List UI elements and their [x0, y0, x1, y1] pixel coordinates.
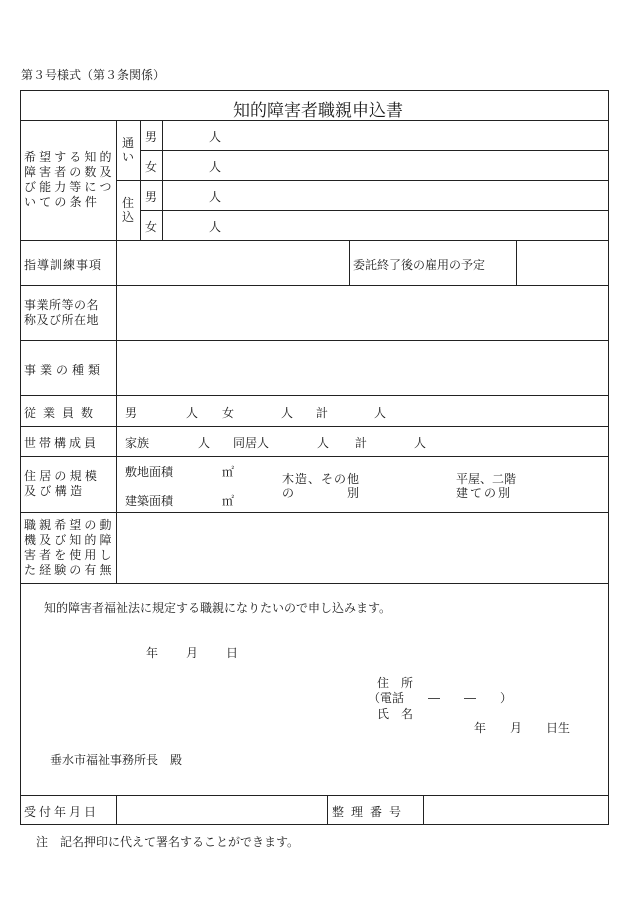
commute-female-persons: 人	[209, 160, 222, 174]
rule	[20, 426, 609, 427]
rule	[162, 120, 163, 240]
building-area-unit: ㎡	[222, 494, 235, 508]
rule	[116, 795, 117, 825]
floors-label-2: 建ての別	[456, 486, 513, 500]
reference-number-label: 整理番号	[332, 805, 409, 819]
rule	[349, 240, 350, 285]
household-total-persons: 人	[414, 436, 427, 450]
floors-label: 平屋、二階	[456, 472, 517, 486]
household-label: 世帯構成員	[24, 436, 100, 450]
live-in-female-persons: 人	[209, 220, 222, 234]
employment-plan-label: 委託終了後の雇用の予定	[353, 258, 486, 272]
office-label-line: 事業所等の名	[24, 298, 100, 312]
live-in-female-label: 女	[145, 220, 158, 234]
employees-female-persons: 人	[281, 406, 294, 420]
conditions-label-line: び 能 力 等 に つ	[24, 180, 112, 194]
employees-total-persons: 人	[374, 406, 387, 420]
structure-type-label: 木造、その他	[282, 472, 361, 486]
rule	[116, 180, 609, 181]
address-label: 住 所	[377, 676, 414, 690]
employees-label: 従業員数	[24, 406, 101, 420]
commute-male-label: 男	[145, 130, 158, 144]
rule	[20, 285, 609, 286]
rule	[20, 240, 609, 241]
received-date-label: 受付年月日	[24, 805, 100, 819]
rule	[140, 210, 609, 211]
name-label: 氏 名	[377, 707, 414, 721]
rule	[116, 120, 117, 583]
dwelling-label-line: 住 居 の 規 模	[24, 469, 98, 483]
date-month-label: 月	[186, 646, 199, 660]
form-number-label: 第３号様式（第３条関係）	[21, 68, 166, 82]
commute-male-persons: 人	[209, 130, 222, 144]
rule	[20, 456, 609, 457]
motivation-label-line: 職 親 希 望 の 動	[24, 518, 112, 532]
rule	[20, 583, 609, 584]
birth-date-label: 年 月 日生	[474, 721, 571, 735]
employees-female-label: 女	[222, 406, 235, 420]
site-area-unit: ㎡	[222, 465, 235, 479]
employees-male-label: 男	[125, 406, 138, 420]
rule	[20, 512, 609, 513]
form-title: 知的障害者職親申込書	[233, 101, 403, 121]
motivation-label-line: た 経 験 の 有 無	[24, 563, 112, 577]
rule	[327, 795, 328, 825]
rule	[423, 795, 424, 825]
date-day-label: 日	[226, 646, 239, 660]
application-statement: 知的障害者福祉法に規定する職親になりたいので申し込みます。	[44, 601, 392, 615]
live-in-male-persons: 人	[209, 190, 222, 204]
employees-total-label: 計	[316, 406, 329, 420]
business-type-label: 事業の種類	[24, 363, 105, 377]
dwelling-label	[24, 469, 112, 499]
household-cohabitant-persons: 人	[317, 436, 330, 450]
live-in-male-label: 男	[145, 190, 158, 204]
conditions-label-line: 希 望 す る 知 的	[24, 150, 112, 164]
employees-male-persons: 人	[186, 406, 199, 420]
rule	[20, 340, 609, 341]
rule	[140, 150, 609, 151]
addressee-label: 垂水市福祉事務所長 殿	[50, 753, 183, 767]
household-family-label: 家族	[125, 436, 150, 450]
live-in-label: 住込	[121, 196, 134, 224]
building-area-label: 建築面積	[125, 494, 174, 508]
commute-label: 通い	[121, 136, 134, 164]
rule	[20, 395, 609, 396]
office-label-line: 称及び所在地	[24, 313, 100, 327]
rule	[20, 795, 609, 796]
household-cohabitant-label: 同居人	[233, 436, 270, 450]
commute-female-label: 女	[145, 160, 158, 174]
guidance-label: 指導訓練事項	[24, 258, 103, 272]
dwelling-label-line: 及 び 構 造	[24, 484, 83, 498]
rule	[516, 240, 517, 285]
rule	[140, 120, 141, 240]
motivation-label-line: 害 者 を 使 用 し	[24, 548, 112, 562]
note: 注 記名押印に代えて署名することができます。	[36, 835, 300, 849]
conditions-label-line: い て の 条 件	[24, 195, 98, 209]
conditions-label-line: 障 害 者 の 数 及	[24, 165, 112, 179]
site-area-label: 敷地面積	[125, 465, 174, 479]
office-label	[24, 298, 99, 328]
phone-label: （電話 ― ― ）	[368, 691, 513, 705]
structure-type-label-2: の 別	[282, 486, 361, 500]
household-family-persons: 人	[198, 436, 211, 450]
conditions-label	[24, 150, 114, 210]
motivation-label-line: 機 及 び 知 的 障	[24, 533, 112, 547]
motivation-label	[24, 518, 112, 578]
date-year-label: 年	[146, 646, 159, 660]
household-total-label: 計	[355, 436, 368, 450]
